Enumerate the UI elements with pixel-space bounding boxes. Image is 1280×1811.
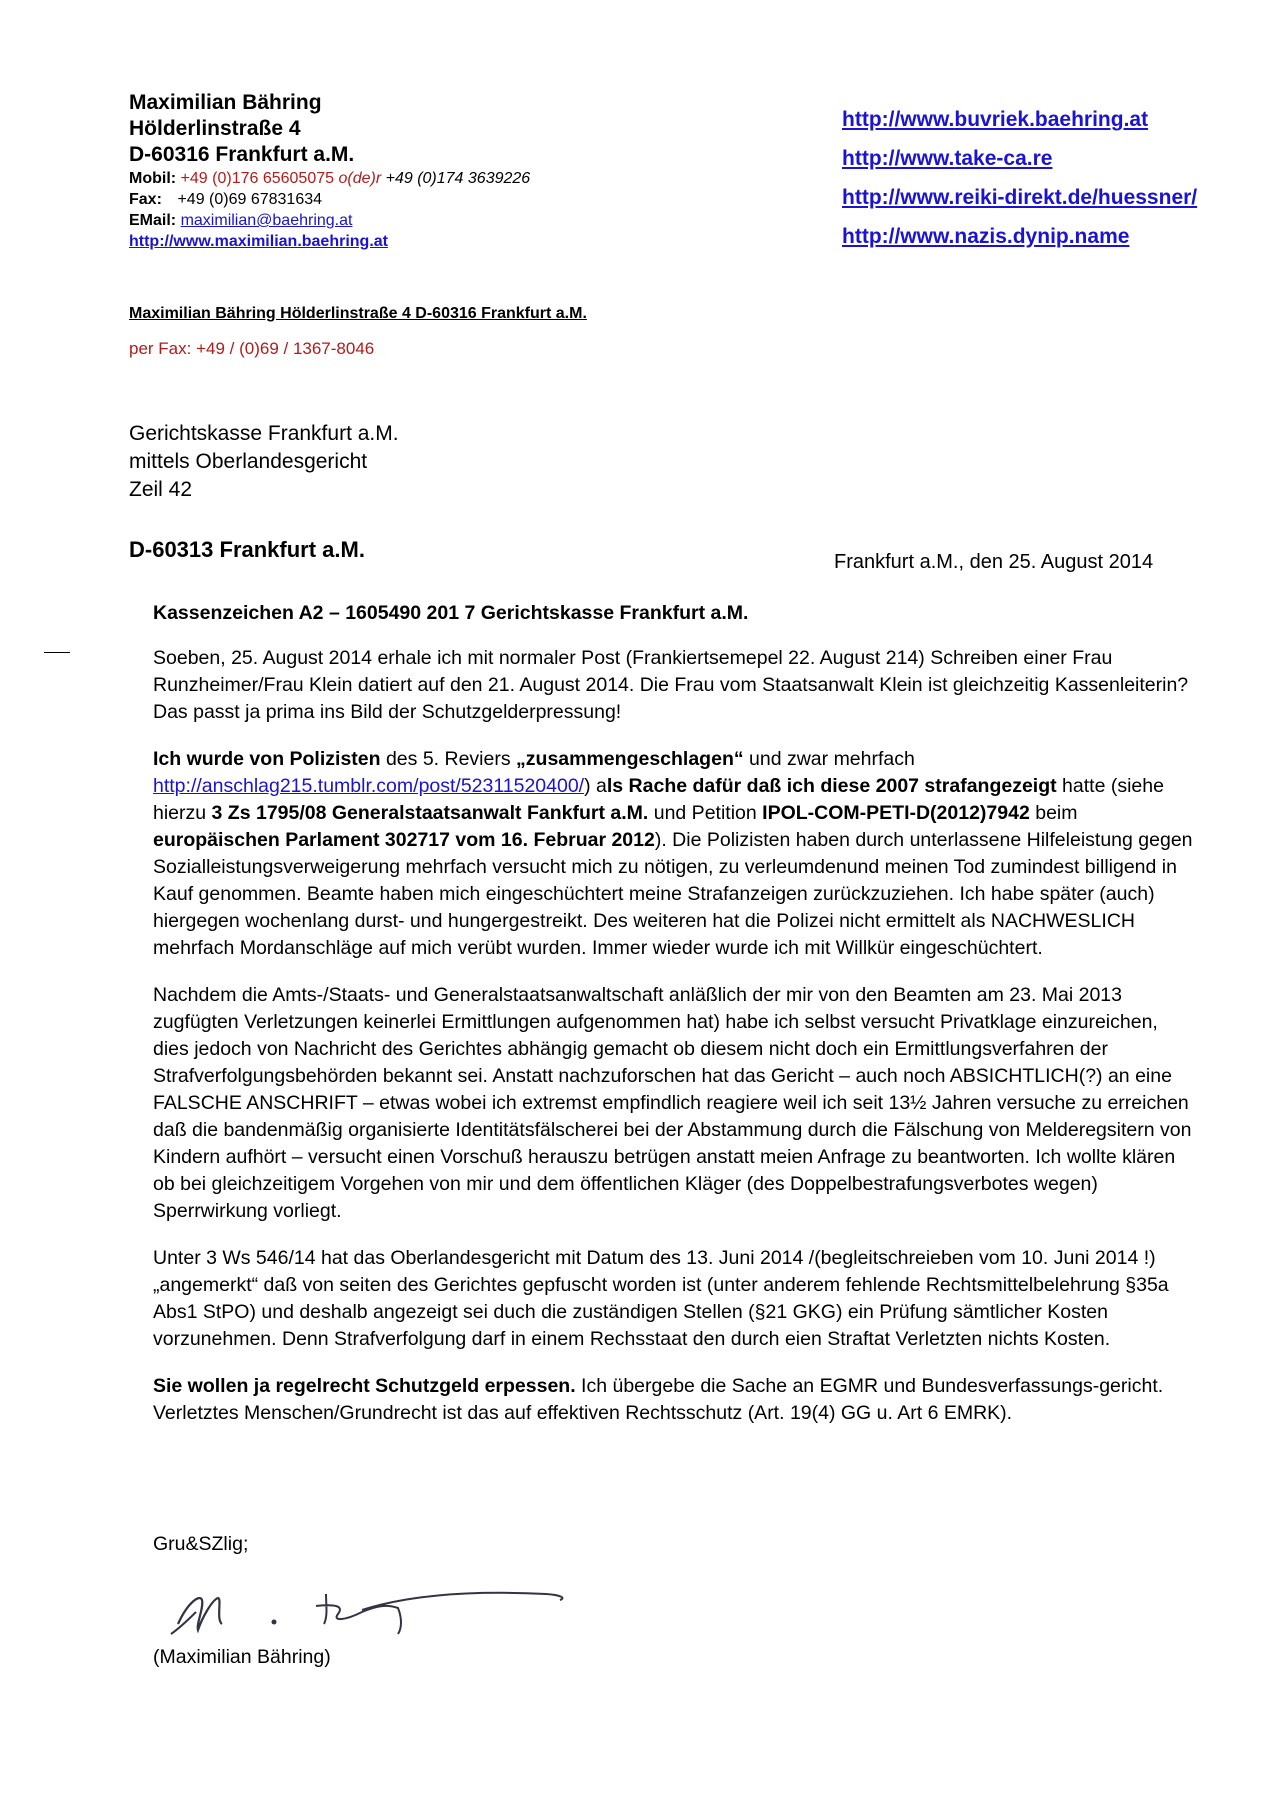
signature-name: (Maximilian Bähring) xyxy=(153,1646,331,1668)
link-rest: nazis.dynip.name xyxy=(954,225,1130,248)
p2-text-b: des 5. Reviers xyxy=(380,748,517,770)
link-take-care[interactable] xyxy=(842,139,1262,178)
paragraph-5 xyxy=(153,1373,1199,1427)
website-link[interactable]: http://www.maximilian.baehring.at xyxy=(129,233,388,250)
sender-city: D-60316 Frankfurt a.M. xyxy=(129,143,355,166)
link-prefix: http://www. xyxy=(842,225,955,248)
sender-website xyxy=(129,231,689,252)
sender-name: Maximilian Bähring xyxy=(129,91,322,114)
anschlag-link[interactable]: http://anschlag215.tumblr.com/post/52311520400/ xyxy=(153,775,585,797)
p2-bold-h: 3 Zs 1795/08 Generalstaatsanwalt Fankfurt a.M. xyxy=(211,802,649,824)
recipient-line-2: mittels Oberlandesgericht xyxy=(129,450,368,473)
link-prefix: http://www. xyxy=(842,108,955,131)
link-rest: huessner/ xyxy=(1097,186,1198,209)
p2-bold-f: ls Rache dafür daß ich diese 2007 strafangezeigt xyxy=(606,775,1057,797)
links-block xyxy=(842,100,1262,256)
recipient-line-3: Zeil 42 xyxy=(129,478,193,501)
p2-bold-j: IPOL-COM-PETI-D(2012)7942 xyxy=(762,802,1030,824)
p2-bold-c: „zusammengeschlagen“ xyxy=(516,748,744,770)
p2-text-e: ) a xyxy=(584,775,607,797)
p2-text-i: und Petition xyxy=(648,802,763,824)
paragraph-2 xyxy=(153,746,1199,962)
recipient-block xyxy=(129,420,399,504)
p2-text-d: und zwar mehrfach xyxy=(743,748,915,770)
signature-image xyxy=(166,1572,596,1652)
closing: Gru&SZlig; xyxy=(153,1533,249,1555)
link-prefix: http://www. xyxy=(842,147,955,170)
p5-rest: Ich übergebe die Sache an EGMR und Bundesverfassungs-gericht. Verletztes Menschen/Grundrecht ist das auf effektiven Rechtsschutz (Art. 19(4) GG u. Art 6 EMRK). xyxy=(153,1375,1164,1424)
link-nazis-dynip[interactable] xyxy=(842,217,1262,256)
fax-number: +49 (0)69 67831634 xyxy=(177,191,323,208)
sender-fax xyxy=(129,189,689,210)
p2-bold-a: Ich wurde von Polizisten xyxy=(153,748,381,770)
link-rest: buvriek.baehring.at xyxy=(954,108,1149,131)
paragraph-4: Unter 3 Ws 546/14 hat das Oberlandesgericht mit Datum des 13. Juni 2014 /(begleitschreieben vom 10. Juni 2014 !) „angemerkt“ daß von seiten des Gerichtes gepfuscht worden ist (unter anderem fehlende Rechtsmittelbelehrung §35a Abs1 StPO) und deshalb angezeigt sei duch die zuständigen Stellen (§21 GKG) ein Prüfung sämtlicher Kosten vorzunehmen. Denn Strafverfolgung darf in einem Rechsstaat den durch eien Straftat Verletzten nichts Kosten. xyxy=(153,1247,1169,1350)
paragraph-1: Soeben, 25. August 2014 erhale ich mit normaler Post (Frankiertsemepel 22. August 214) Schreiben einer Frau Runzheimer/Frau Klein datiert auf den 21. August 2014. Die Frau vom Staatsanwalt Klein ist gleichzeitig Kassenleiterin? Das passt ja prima ins Bild der Schutzgelderpressung! xyxy=(153,647,1189,723)
recipient-city: D-60313 Frankfurt a.M. xyxy=(129,537,365,562)
per-fax-line: per Fax: +49 / (0)69 / 1367-8046 xyxy=(129,339,375,358)
p2-bold-l: europäischen Parlament 302717 vom 16. Februar 2012 xyxy=(153,829,655,851)
letter-date: Frankfurt a.M., den 25. August 2014 xyxy=(834,551,1154,573)
mobile-or: o(de)r xyxy=(338,170,382,187)
return-address: Maximilian Bähring Hölderlinstraße 4 D-60316 Frankfurt a.M. xyxy=(129,305,587,322)
p5-bold: Sie wollen ja regelrecht Schutzgeld erpessen. xyxy=(153,1375,576,1397)
link-reiki[interactable] xyxy=(842,178,1262,217)
letter-body xyxy=(153,600,1199,1447)
email-link[interactable]: maximilian@baehring.at xyxy=(180,212,353,229)
sender-mobile xyxy=(129,168,689,189)
link-rest: take-ca.re xyxy=(954,147,1053,170)
mobile-number-1: +49 (0)176 65605075 xyxy=(180,170,335,187)
paragraph-3: Nachdem die Amts-/Staats- und Generalstaatsanwaltschaft anläßlich der mir von den Beamten am 23. Mai 2013 zugfügten Verletzungen keinerlei Ermittlungen aufgenommen hat) habe ich selbst versucht Privatklage einzureichen, dies jedoch von Nachricht des Gerichtes abhängig gemacht ob diesem nicht doch ein Ermittlungsverfahren der Strafverfolgungsbehörden bekannt sei. Anstatt nachzuforschen hat das Gericht – auch noch ABSICHTLICH(?) an eine FALSCHE ANSCHRIFT – etwas wobei ich extremst empfindlich reagiere weil ich seit 13½ Jahren versuche zu erreichen daß die bandenmäßig organisierte Identitätsfälscherei bei der Abstammung durch die Fälschung von Melderegsitern von Kindern aufhört – versucht einen Vorschuß herauszu betrügen anstatt meien Anfrage zu beantworten. Ich wollte klären ob bei gleichzeitigem Vorgehen von mir und dem öffentlichen Kläger (des Doppelbestrafungsverbotes wegen) Sperrwirkung vorliegt. xyxy=(153,984,1192,1222)
email-label: EMail: xyxy=(129,212,177,229)
sender-block xyxy=(129,90,689,252)
sender-street: Hölderlinstraße 4 xyxy=(129,117,301,140)
fax-label: Fax: xyxy=(129,191,162,208)
mobile-label: Mobil: xyxy=(129,170,177,187)
link-prefix: http://www.reiki-direkt.de/ xyxy=(842,186,1098,209)
link-buvriek[interactable] xyxy=(842,100,1262,139)
p2-text-g: hatte (siehe hierzu xyxy=(153,775,1164,824)
subject-line: Kassenzeichen A2 – 1605490 201 7 Gerichtskasse Frankfurt a.M. xyxy=(153,602,749,624)
p2-text-m: ). Die Polizisten haben durch unterlassene Hilfeleistung gegen Sozialleistungsverweigerung mehrfach versucht mich zu nötigen, zu verleumdenund meinen Tod zumindest billigend in Kauf genommen. Beamte haben mich eingeschüchtert meine Strafanzeigen zurückzuziehen. Ich habe später (auch) hiergegen wochenlang durst- und hungergestreikt. Des weiteren hat die Polizei nicht ermittelt als NACHWESLICH mehrfach Mordanschläge auf mich verübt wurden. Immer wieder wurde ich mit Willkür eingeschüchtert. xyxy=(153,829,1193,959)
fold-mark xyxy=(44,652,70,653)
sender-email xyxy=(129,210,689,231)
p2-text-k: beim xyxy=(1029,802,1078,824)
recipient-line-1: Gerichtskasse Frankfurt a.M. xyxy=(129,422,399,445)
mobile-number-2: +49 (0)174 3639226 xyxy=(385,170,531,187)
